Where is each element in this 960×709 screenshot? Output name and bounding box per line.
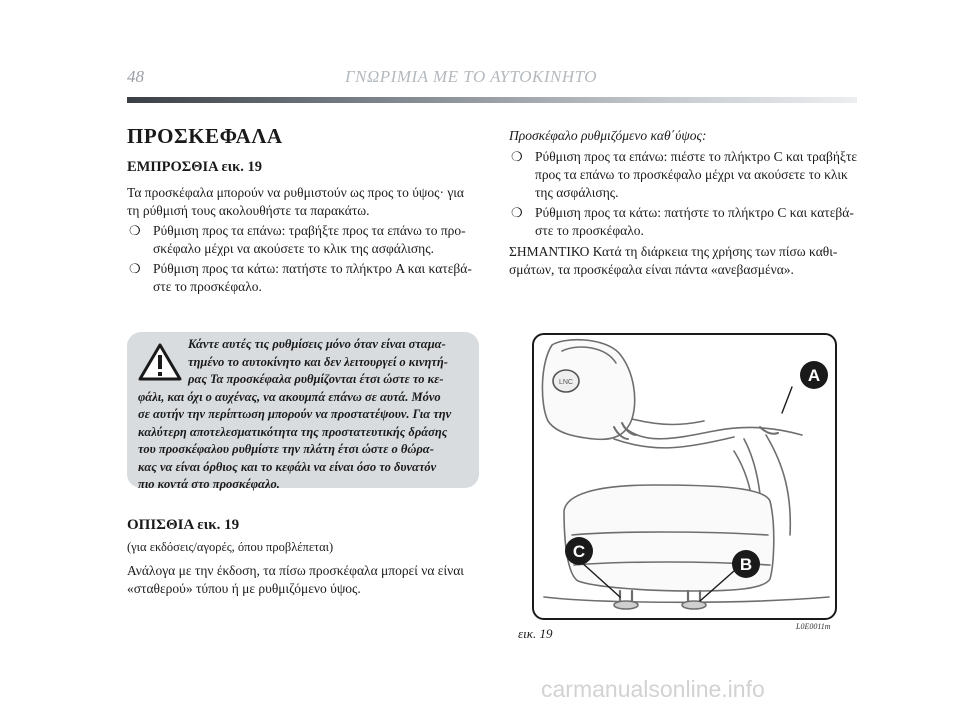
svg-text:C: C: [572, 542, 586, 561]
important-note: ΣΗΜΑΝΤΙΚΟ Κατά τη διάρκεια της χρήσης των πίσω καθι- σμάτων, τα προσκέφαλα είναι πάντα «ανεβασμένα».: [509, 244, 838, 277]
headrest-figure: [532, 333, 837, 620]
rear-bullets: [509, 148, 869, 242]
front-heading: ΕΜΠΡΟΣΘΙΑ εικ. 19: [127, 159, 262, 175]
section-title: ΠΡΟΣΚΕΦΑΛΑ: [127, 124, 283, 148]
figure-caption: εικ. 19: [518, 626, 553, 641]
page-number: 48: [127, 67, 144, 86]
bullet-icon: ❍: [129, 223, 141, 238]
list-item: ❍ Ρύθμιση προς τα κάτω: πατήστε το πλήκτρο A και κατεβά- στε το προσκέφαλο.: [129, 261, 472, 294]
list-item: ❍ Ρύθμιση προς τα επάνω: τραβήξτε προς τα επάνω το προ- σκέφαλο μέχρι να ακούσετε το κλικ της ασφάλισης.: [129, 223, 466, 256]
svg-text:LNC: LNC: [558, 379, 574, 386]
svg-text:A: A: [807, 366, 821, 385]
list-item: ❍ Ρύθμιση προς τα επάνω: πιέστε το πλήκτρο C και τραβήξτε προς τα επάνω το προσκέφαλο μέχρι να ακούσετε το κλικ της ασφάλισης.: [511, 149, 858, 200]
callout-c: [565, 537, 593, 565]
rear-heading: ΟΠΙΣΘΙΑ εικ. 19: [127, 517, 240, 533]
svg-text:B: B: [739, 555, 753, 574]
rear-subnote: (για εκδόσεις/αγορές, όπου προβλέπεται): [127, 540, 334, 554]
watermark: carmanualsonline.info: [541, 676, 765, 702]
front-intro: Τα προσκέφαλα μπορούν να ρυθμιστούν ως προς το ύψος· για τη ρύθμισή τους ακολουθήστε τα παρακάτω.: [127, 185, 465, 218]
running-title: ΓΝΩΡΙΜΙΑ ΜΕ ΤΟ ΑΥΤΟΚΙΝΗΤΟ: [345, 67, 598, 86]
callout-b: [732, 550, 760, 578]
figure-code: L0E0011m: [796, 622, 831, 631]
front-bullets: [127, 222, 487, 298]
warning-text: Κάντε αυτές τις ρυθμίσεις μόνο όταν είναι σταμα- τημένο το αυτοκίνητο και δεν λειτουργεί ο κινητή- ρας Τα προσκέφαλα ρυθμίζονται έτσι ώστε το κε- φάλι, και όχι ο αυχένας, να ακουμπά επάνω σε αυτά. Μόνο σε αυτήν την περίπτωση μπορούν να προστατέψουν. Για την καλύτερη αποτελεσματικότητα της προστατευτικής δράσης του προσκέφαλου ρυθμίστε την πλάτη έτσι ώστε ο θώρα- κας να είναι όρθιος και το κεφάλι να είναι όσο το δυνατόν πιο κοντά στο προσκέφαλο.: [138, 337, 452, 491]
header-rule: [127, 97, 857, 103]
callout-a: [800, 361, 828, 389]
bullet-icon: ❍: [511, 149, 523, 164]
bullet-icon: ❍: [511, 205, 523, 220]
warning-triangle-icon: [138, 342, 182, 382]
list-item: ❍ Ρύθμιση προς τα κάτω: πατήστε το πλήκτρο C και κατεβά- στε το προσκέφαλο.: [511, 205, 854, 238]
warning-box: [127, 332, 479, 491]
headrest-illustration: [534, 335, 835, 618]
rear-text: Ανάλογα με την έκδοση, τα πίσω προσκέφαλα μπορεί να είναι «σταθερού» τύπου ή με ρυθμιζόμενο ύψος.: [127, 563, 464, 596]
bullet-icon: ❍: [129, 261, 141, 276]
adjustable-subtitle: Προσκέφαλο ρυθμιζόμενο καθ΄ύψος:: [509, 128, 707, 143]
